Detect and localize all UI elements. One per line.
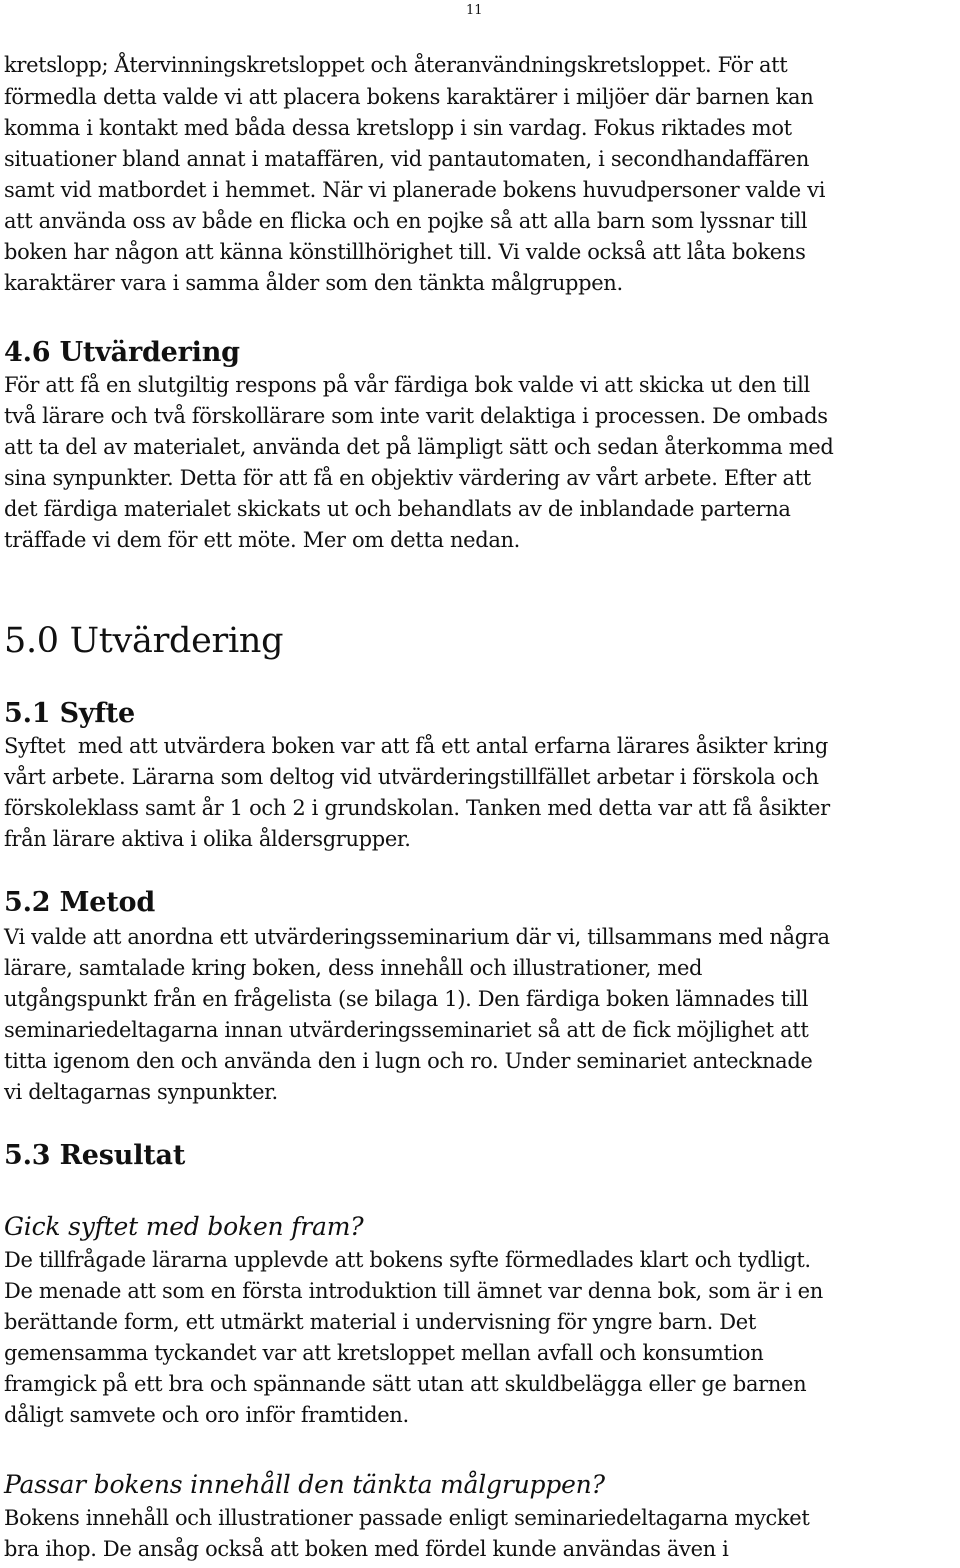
section-heading-5-3: 5.3 Resultat <box>4 1140 186 1171</box>
text-line: boken har någon att känna könstillhörighet till. Vi valde också att låta bokens <box>4 240 806 264</box>
text-line: berättande form, ett utmärkt material i undervisning för yngre barn. Det <box>4 1310 756 1334</box>
text-line: samt vid matbordet i hemmet. När vi planerade bokens huvudpersoner valde vi <box>4 178 826 202</box>
text-line: De menade att som en första introduktion till ämnet var denna bok, som är i en <box>4 1279 823 1303</box>
text-line: titta igenom den och använda den i lugn och ro. Under seminariet antecknade <box>4 1049 813 1073</box>
text-line: De tillfrågade lärarna upplevde att bokens syfte förmedlades klart och tydligt. <box>4 1248 811 1272</box>
text-line: dåligt samvete och oro inför framtiden. <box>4 1403 409 1427</box>
text-line: seminariedeltagarna innan utvärderingsseminariet så att de fick möjlighet att <box>4 1018 809 1042</box>
text-line: förmedla detta valde vi att placera bokens karaktärer i miljöer där barnen kan <box>4 85 814 109</box>
text-line: framgick på ett bra och spännande sätt utan att skuldbelägga eller ge barnen <box>4 1372 807 1396</box>
question-heading: Gick syftet med boken fram? <box>4 1212 364 1241</box>
page-number: 11 <box>466 3 483 18</box>
text-line: lärare, samtalade kring boken, dess innehåll och illustrationer, med <box>4 956 703 980</box>
text-line: situationer bland annat i mataffären, vid pantautomaten, i secondhandaffären <box>4 147 810 171</box>
text-line: två lärare och två förskollärare som inte varit delaktiga i processen. De ombads <box>4 404 828 428</box>
text-line: att ta del av materialet, använda det på lämpligt sätt och sedan återkomma med <box>4 435 834 459</box>
section-heading-4-6: 4.6 Utvärdering <box>4 337 240 368</box>
section-heading-5-2: 5.2 Metod <box>4 887 155 918</box>
text-line: karaktärer vara i samma ålder som den tänkta målgruppen. <box>4 271 623 295</box>
text-line: vårt arbete. Lärarna som deltog vid utvärderingstillfället arbetar i förskola och <box>4 765 819 789</box>
text-line: förskoleklass samt år 1 och 2 i grundskolan. Tanken med detta var att få åsikter <box>4 796 830 820</box>
text-line: Syftet med att utvärdera boken var att få ett antal erfarna lärares åsikter kring <box>4 734 828 758</box>
text-line: komma i kontakt med båda dessa kretslopp i sin vardag. Fokus riktades mot <box>4 116 792 140</box>
text-line: att använda oss av både en flicka och en pojke så att alla barn som lyssnar till <box>4 209 808 233</box>
text-line: Bokens innehåll och illustrationer passade enligt seminariedeltagarna mycket <box>4 1506 810 1530</box>
text-line: Vi valde att anordna ett utvärderingsseminarium där vi, tillsammans med några <box>4 925 830 949</box>
question-heading: Passar bokens innehåll den tänkta målgruppen? <box>4 1470 605 1499</box>
text-line: gemensamma tyckandet var att kretsloppet mellan avfall och konsumtion <box>4 1341 764 1365</box>
text-line: det färdiga materialet skickats ut och behandlats av de inblandade parterna <box>4 497 791 521</box>
text-line: sina synpunkter. Detta för att få en objektiv värdering av vårt arbete. Efter att <box>4 466 811 490</box>
text-line: För att få en slutgiltig respons på vår färdiga bok valde vi att skicka ut den till <box>4 373 810 397</box>
text-line: utgångspunkt från en frågelista (se bilaga 1). Den färdiga boken lämnades till <box>4 987 809 1011</box>
section-heading-5-0: 5.0 Utvärdering <box>4 621 284 661</box>
text-line: från lärare aktiva i olika åldersgrupper. <box>4 827 411 851</box>
section-heading-5-1: 5.1 Syfte <box>4 698 136 729</box>
text-line: bra ihop. De ansåg också att boken med fördel kunde användas även i <box>4 1537 729 1561</box>
text-line: träffade vi dem för ett möte. Mer om detta nedan. <box>4 528 520 552</box>
text-line: vi deltagarnas synpunkter. <box>4 1080 278 1104</box>
text-line: kretslopp; Återvinningskretsloppet och återanvändningskretsloppet. För att <box>4 53 788 77</box>
